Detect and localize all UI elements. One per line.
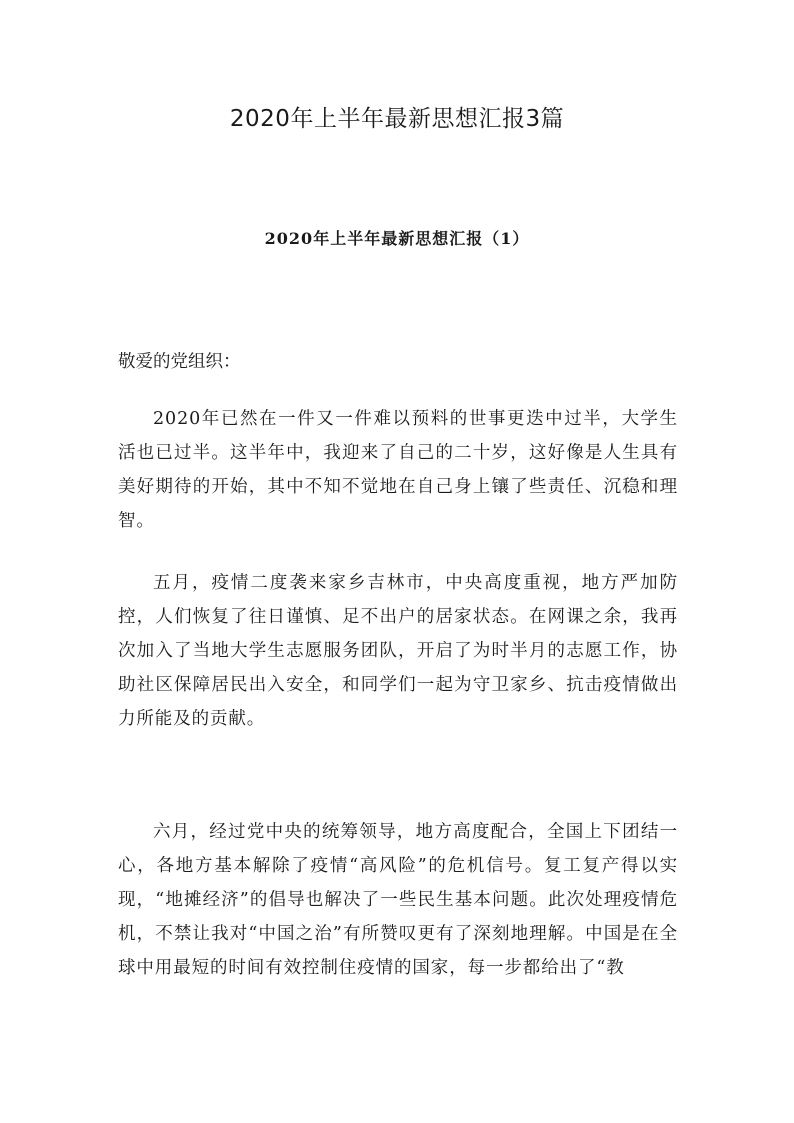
section-title: 2020年上半年最新思想汇报（1） xyxy=(264,229,530,248)
document-title: 2020年上半年最新思想汇报3篇 xyxy=(229,106,565,132)
paragraph-2: 五月，疫情二度袭来家乡吉林市，中央高度重视，地方严加防控，人们恢复了往日谨慎、足不出户的居家状态。在网课之余，我再次加入了当地大学生志愿服务团队，开启了为时半月的志愿工作，协助社区保障居民出入安全，和同学们一起为守卫家乡、抗击疫情做出力所能及的贡献。 xyxy=(118,573,678,729)
paragraph-1: 2020年已然在一件又一件难以预料的世事更迭中过半，大学生活也已过半。这半年中，我迎来了自己的二十岁，这好像是人生具有美好期待的开始，其中不知不觉地在自己身上镶了些责任、沉稳和理智。 xyxy=(118,409,678,531)
paragraph-3: 六月，经过党中央的统筹领导，地方高度配合，全国上下团结一心，各地方基本解除了疫情“高风险”的危机信号。复工复产得以实现，“地摊经济”的倡导也解决了一些民生基本问题。此次处理疫情危机，不禁让我对“中国之治”有所赞叹更有了深刻地理解。中国是在全球中用最短的时间有效控制住疫情的国家，每一步都给出了“教 xyxy=(118,822,678,978)
salutation: 敬爱的党组织： xyxy=(118,352,241,372)
